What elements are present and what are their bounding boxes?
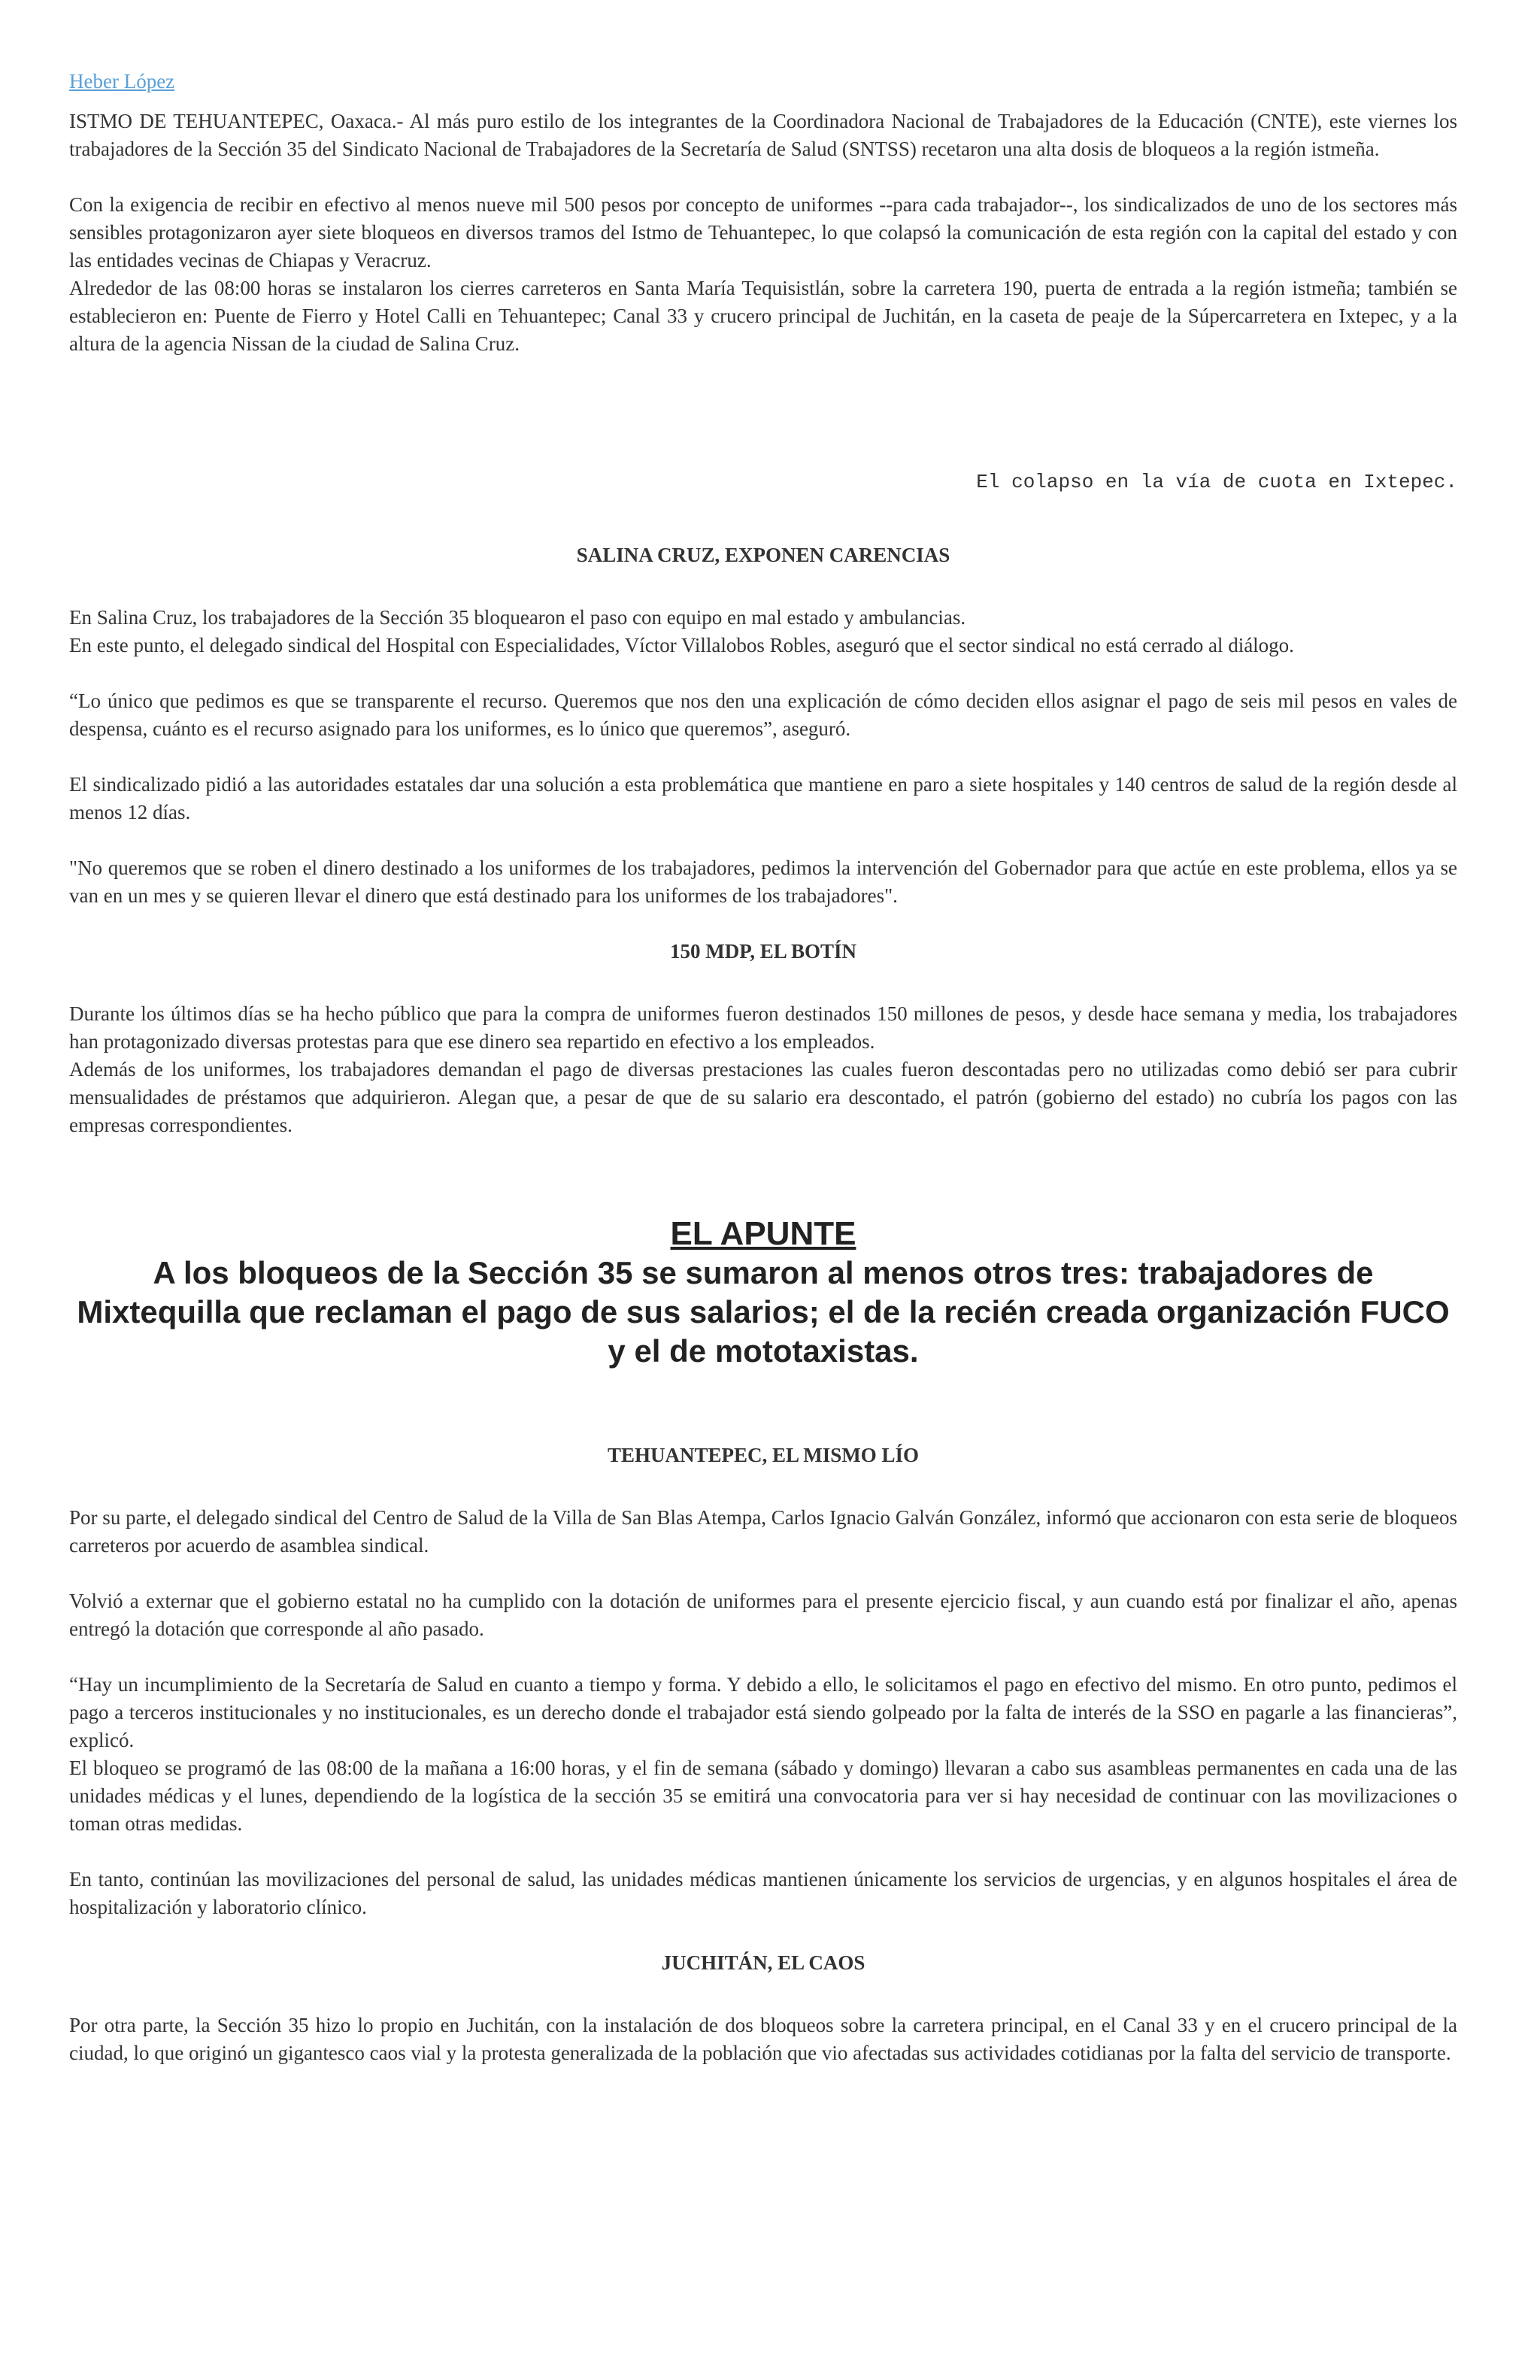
section-paragraph: “Hay un incumplimiento de la Secretaría de Salud en cuanto a tiempo y forma. Y debido a ello, le solicitamos el pago en efectivo del mismo. En otro punto, pedimos el pago a terceros institucionales y no institucionales, es un derecho donde el trabajador está siendo golpeado por la falta de interés de la SSO en pagarle a las financieras”, explicó. (69, 1673, 1457, 1751)
intro-paragraph: Con la exigencia de recibir en efectivo al menos nueve mil 500 pesos por concepto de uniformes --para cada trabajador--, los sindicalizados de uno de los sectores más sensibles protagonizaron ayer siete bloqueos en diversos tramos del Istmo de Tehuantepec, lo que colapsó la comunicación de esta región con la capital del estado y con las entidades vecinas de Chiapas y Veracruz. (69, 193, 1457, 271)
section-paragraph: Además de los uniformes, los trabajadores demandan el pago de diversas prestaciones las cuales fueron descontadas pero no utilizadas como debió ser para cubrir mensualidades de préstamos que adquirieron. Alegan que, a pesar de que de su salario era descontado, el patrón (gobierno del estado) no cubría los pagos con las empresas correspondientes. (69, 1058, 1457, 1136)
el-apunte-box (69, 1214, 1457, 1371)
section-heading-salina-cruz: SALINA CRUZ, EXPONEN CARENCIAS (576, 544, 950, 566)
section-paragraph: Por otra parte, la Sección 35 hizo lo propio en Juchitán, con la instalación de dos bloqueos sobre la carretera principal, en el Canal 33 y en el crucero principal de la ciudad, lo que originó un gigantesco caos vial y la protesta generalizada de la población que vio afectadas sus actividades cotidianas por la falta del servicio de transporte. (69, 2014, 1457, 2064)
section-heading-botin: 150 MDP, EL BOTÍN (669, 940, 857, 963)
section-heading-juchitan: JUCHITÁN, EL CAOS (661, 1951, 865, 1974)
intro-paragraph: Alrededor de las 08:00 horas se instalaron los cierres carreteros en Santa María Tequisistlán, sobre la carretera 190, puerta de entrada a la región istmeña; también se establecieron en: Puente de Fierro y Hotel Calli en Tehuantepec; Canal 33 y crucero principal de Juchitán, en la caseta de peaje de la Súpercarretera en Ixtepec, y a la altura de la agencia Nissan de la ciudad de Salina Cruz. (69, 277, 1457, 355)
section-paragraph: En Salina Cruz, los trabajadores de la Sección 35 bloquearon el paso con equipo en mal estado y ambulancias. (69, 606, 966, 629)
section-paragraph: El bloqueo se programó de las 08:00 de la mañana a 16:00 horas, y el fin de semana (sábado y domingo) llevaran a cabo sus asambleas permanentes en cada una de las unidades médicas y el lunes, dependiendo de la logística de la sección 35 se emitirá una convocatoria para ver si hay necesidad de continuar con las movilizaciones o toman otras medidas. (69, 1757, 1457, 1835)
section-paragraph: El sindicalizado pidió a las autoridades estatales dar una solución a esta problemática que mantiene en paro a siete hospitales y 140 centros de salud de la región desde al menos 12 días. (69, 773, 1457, 823)
photo-placeholder (69, 386, 1457, 468)
el-apunte-body: A los bloqueos de la Sección 35 se sumaron al menos otros tres: trabajadores de Mixtequilla que reclaman el pago de sus salarios; el de la recién creada organización FUCO y el de mototaxistas. (77, 1255, 1450, 1369)
section-paragraph: “Lo único que pedimos es que se transparente el recurso. Queremos que nos den una explicación de cómo deciden ellos asignar el pago de seis mil pesos en vales de despensa, cuánto es el recurso asignado para los uniformes, es lo único que queremos”, aseguró. (69, 690, 1457, 740)
section-heading-tehuantepec: TEHUANTEPEC, EL MISMO LÍO (607, 1444, 920, 1466)
el-apunte-title: EL APUNTE (670, 1215, 856, 1252)
section-paragraph: Volvió a externar que el gobierno estatal no ha cumplido con la dotación de uniformes para el presente ejercicio fiscal, y aun cuando está por finalizar el año, apenas entregó la dotación que corresponde al año pasado. (69, 1590, 1457, 1640)
author-link[interactable]: Heber López (69, 70, 175, 92)
section-paragraph: Durante los últimos días se ha hecho público que para la compra de uniformes fueron destinados 150 millones de pesos, y desde hace semana y media, los trabajadores han protagonizado diversas protestas para que ese dinero sea repartido en efectivo a los empleados. (69, 1002, 1457, 1053)
section-paragraph: En este punto, el delegado sindical del Hospital con Especialidades, Víctor Villalobos Robles, aseguró que el sector sindical no está cerrado al diálogo. (69, 634, 1294, 656)
intro-paragraph: ISTMO DE TEHUANTEPEC, Oaxaca.- Al más puro estilo de los integrantes de la Coordinadora Nacional de Trabajadores de la Educación (CNTE), este viernes los trabajadores de la Sección 35 del Sindicato Nacional de Trabajadores de la Secretaría de Salud (SNTSS) recetaron una alta dosis de bloqueos a la región istmeña. (69, 110, 1457, 160)
section-paragraph: "No queremos que se roben el dinero destinado a los uniformes de los trabajadores, pedimos la intervención del Gobernador para que actúe en este problema, ellos ya se van en un mes y se quieren llevar el dinero que está destinado para los uniformes de los trabajadores". (69, 856, 1457, 907)
photo-caption: El colapso en la vía de cuota en Ixtepec. (976, 471, 1457, 493)
section-paragraph: En tanto, continúan las movilizaciones del personal de salud, las unidades médicas mantienen únicamente los servicios de urgencias, y en algunos hospitales el área de hospitalización y laboratorio clínico. (69, 1868, 1457, 1918)
section-paragraph: Por su parte, el delegado sindical del Centro de Salud de la Villa de San Blas Atempa, Carlos Ignacio Galván González, informó que accionaron con esta serie de bloqueos carreteros por acuerdo de asamblea sindical. (69, 1506, 1457, 1557)
